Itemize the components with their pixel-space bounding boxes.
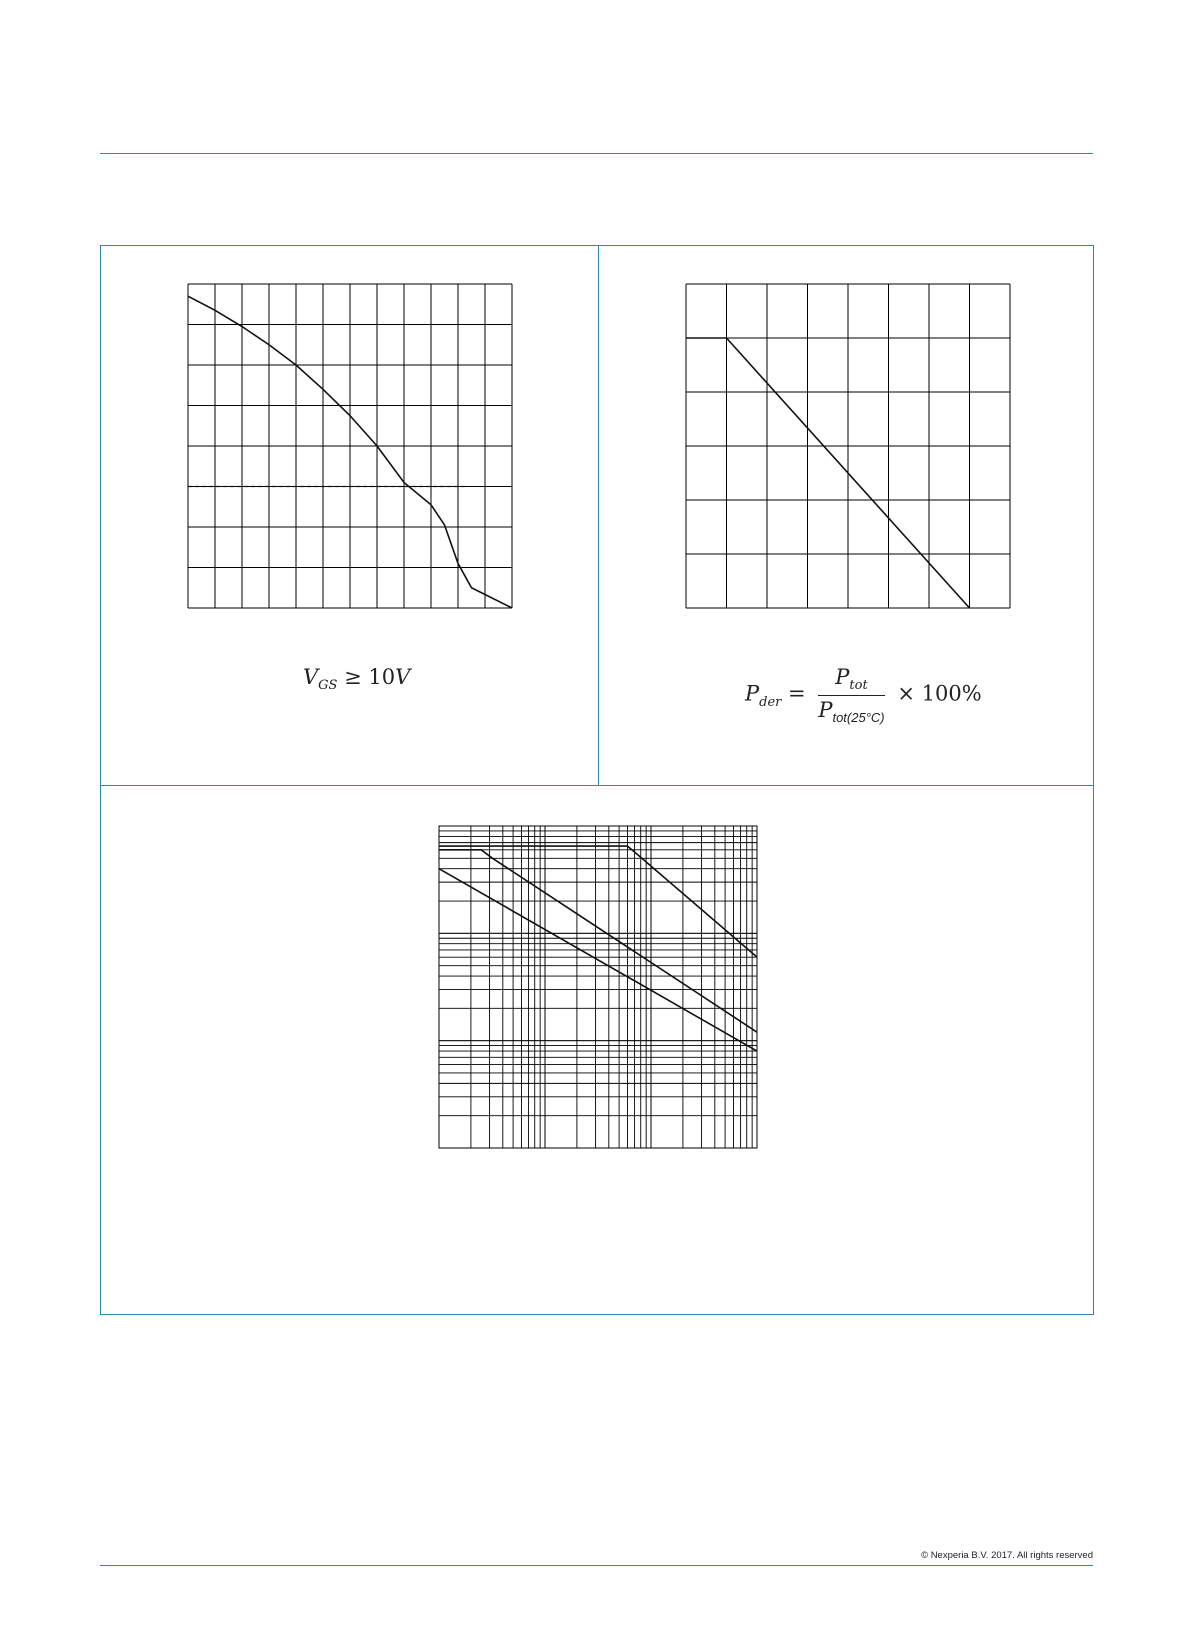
series-line-1 <box>439 850 757 1032</box>
header-rule <box>100 153 1093 154</box>
chart-log-log <box>439 826 757 1148</box>
series-line-2 <box>439 846 757 957</box>
gridlines <box>188 284 512 608</box>
gridlines <box>686 284 1010 608</box>
footer-rule <box>100 1565 1093 1566</box>
chart-power-derating <box>686 284 1010 608</box>
chart-current-vs-temp <box>188 284 512 608</box>
figure-divider-horizontal <box>100 785 1094 786</box>
gridlines <box>439 826 757 1148</box>
formula-vgs: $V_{GS} \ge 10V$ <box>303 665 411 694</box>
series-line-3 <box>439 869 757 1051</box>
formula-pder: $P_{der}$ = $\frac{P_{tot}}{P_{tot(25^\circ C)}}$ × 100% <box>745 665 982 726</box>
copyright-text: © Nexperia B.V. 2017. All rights reserved <box>921 1550 1093 1561</box>
figure-divider-vertical <box>598 245 599 785</box>
plot-border <box>439 826 757 1148</box>
fraction: $\frac{P_{tot}}{P_{tot(25^\circ C)}}$ <box>818 665 885 726</box>
series-line-1 <box>686 338 970 608</box>
